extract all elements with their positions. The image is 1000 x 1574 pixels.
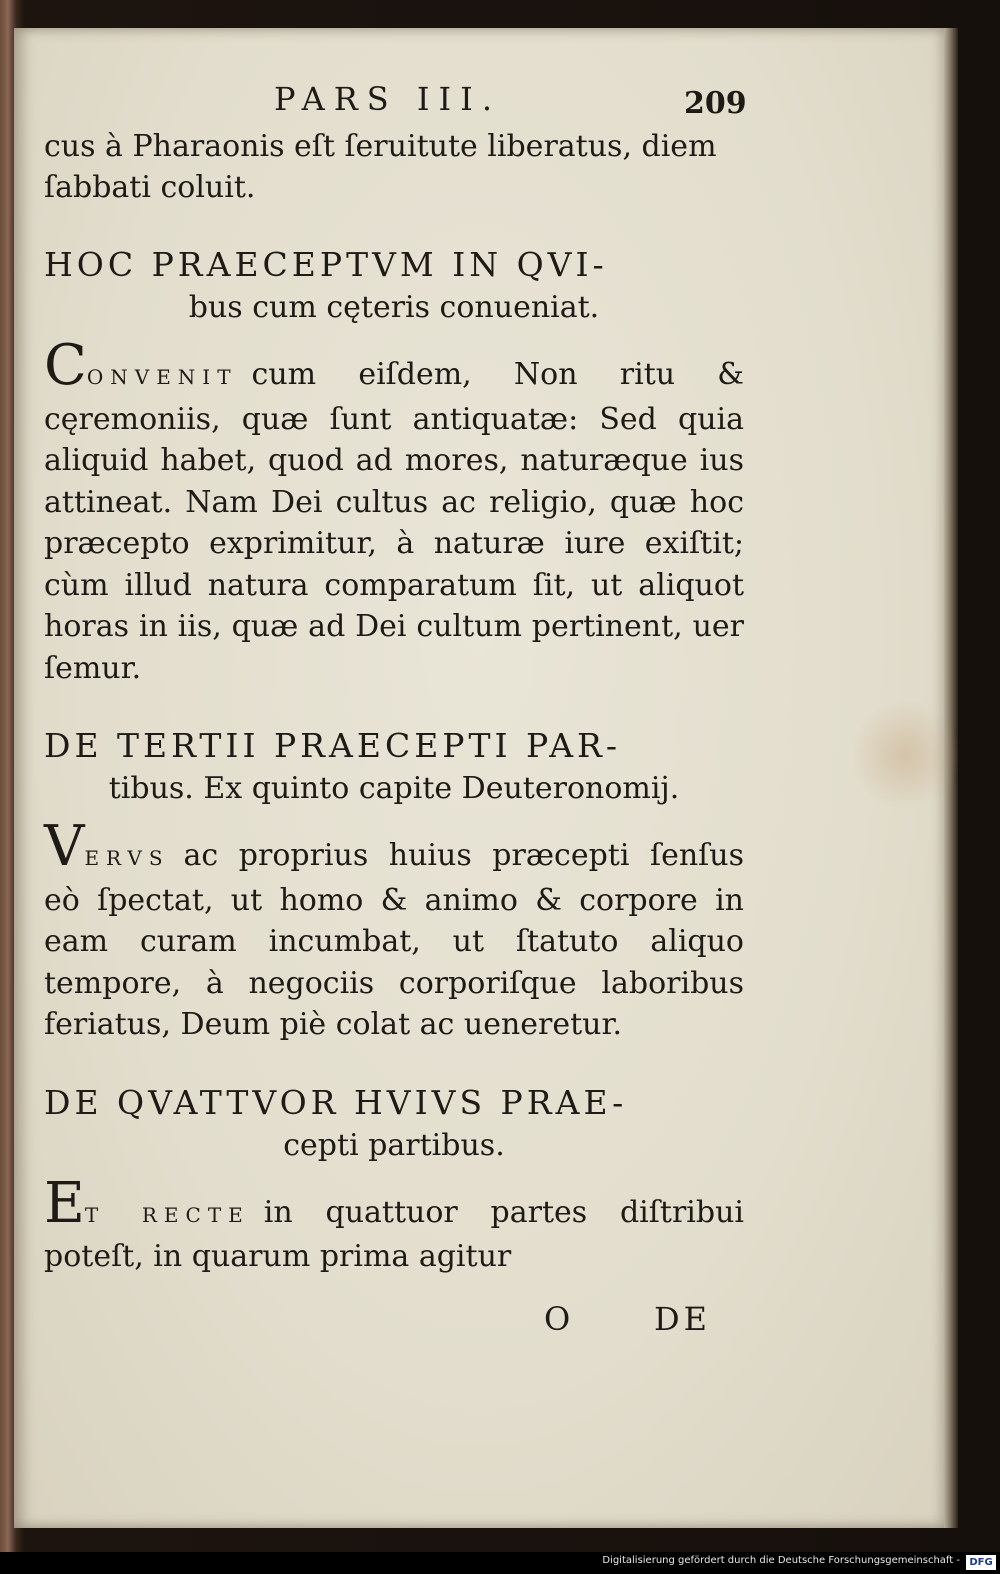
drop-capital: C bbox=[44, 333, 87, 398]
continuation-line-2: ſabbati coluit. bbox=[44, 170, 256, 205]
catchword: DE bbox=[654, 1299, 712, 1338]
small-caps-opening: T RECTE bbox=[84, 1202, 250, 1227]
dfg-logo[interactable]: DFG bbox=[966, 1555, 996, 1570]
section-1 bbox=[44, 242, 744, 689]
paragraph-text: in quattuor partes diſtribui poteſt, in quarum prima agitur bbox=[44, 1194, 744, 1274]
section-subheading: tibus. Ex quinto capite Deuteronomij. bbox=[108, 771, 680, 806]
drop-capital: V bbox=[44, 814, 85, 879]
page-header bbox=[44, 80, 747, 126]
drop-capital: E bbox=[44, 1170, 85, 1236]
page-number: 209 bbox=[684, 86, 747, 121]
small-caps-opening: ONVENIT bbox=[86, 365, 238, 389]
section-2 bbox=[44, 723, 744, 1046]
section-heading: DE TERTII PRAECEPTI PAR- bbox=[44, 726, 622, 765]
continuation-line-1: cus à Pharaonis eſt ſeruitute liberatus, diem bbox=[44, 129, 717, 164]
signature-mark: O bbox=[544, 1299, 571, 1338]
section-paragraph bbox=[44, 814, 744, 1046]
small-caps-opening: ERVS bbox=[84, 846, 170, 870]
running-head: PARS III. bbox=[274, 80, 501, 118]
section-paragraph bbox=[44, 333, 744, 689]
section-heading: DE QVATTVOR HVIVS PRAE- bbox=[44, 1082, 628, 1122]
section-paragraph bbox=[44, 1170, 744, 1278]
section-subheading: cepti partibus. bbox=[283, 1127, 505, 1163]
paragraph-text: cum eiſdem, Non ritu & cęremoniis, quæ ſunt antiquatæ: Sed quia aliquid habet, quod ad mores, naturæque ius attineat. Nam Dei cultus ac religio, quæ hoc præcepto exprimitur, à naturæ iure exiſtit; cùm illud natura comparatum ſit, ut aliquot horas in iis, quæ ad Dei cultum pertinent, uer ſemur. bbox=[44, 357, 744, 686]
digitization-footer bbox=[0, 1552, 1000, 1574]
catchline bbox=[44, 1300, 744, 1350]
section-3 bbox=[44, 1080, 744, 1278]
paragraph-text: ac proprius huius præcepti ſenſus eò ſpectat, ut homo & animo & corpore in eam curam incumbat, ut ſtatuto aliquo tempore, à negociis corporiſque laboribus feriatus, Deum piè colat ac ueneretur. bbox=[44, 838, 744, 1042]
page-text bbox=[44, 80, 747, 1350]
paper-stain bbox=[850, 700, 960, 810]
section-subheading: bus cum cęteris conueniat. bbox=[188, 290, 600, 325]
footer-credit: Digitalisierung gefördert durch die Deutsche Forschungsgemeinschaft - bbox=[602, 1555, 960, 1566]
section-heading: HOC PRAECEPTVM IN QVI- bbox=[44, 245, 608, 284]
